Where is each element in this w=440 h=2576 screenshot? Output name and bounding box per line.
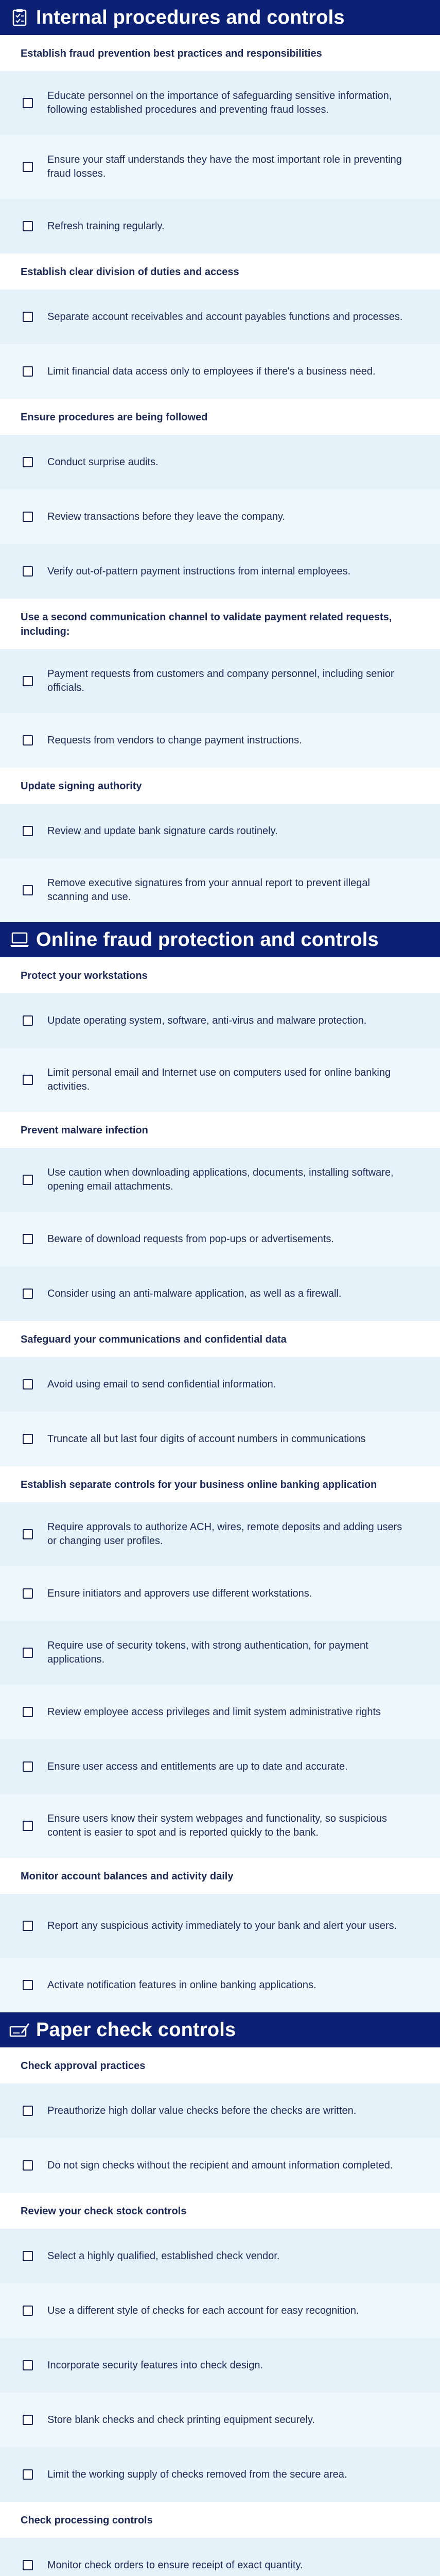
checklist <box>0 2538 440 2576</box>
checklist-item-text: Remove executive signatures from your annual report to prevent illegal scanning and use. <box>47 877 370 903</box>
checklist-item-text: Conduct surprise audits. <box>47 456 159 468</box>
checklist <box>0 1894 440 2012</box>
checklist-item-text: Do not sign checks without the recipient and amount information completed. <box>47 2159 393 2171</box>
checkbox[interactable] <box>23 1588 33 1599</box>
checklist-group <box>0 2502 440 2576</box>
checklist-item[interactable] <box>0 1357 440 1412</box>
checklist-item-text: Review transactions before they leave the company. <box>47 511 286 522</box>
checklist-group <box>0 1321 440 1466</box>
checklist-item-text: Select a highly qualified, established check vendor. <box>47 2250 280 2262</box>
checklist <box>0 993 440 1112</box>
checkbox[interactable] <box>23 2306 33 2316</box>
checklist-item[interactable] <box>0 1894 440 1958</box>
checkbox[interactable] <box>23 1821 33 1831</box>
group-title: Safeguard your communications and confidential data <box>0 1321 440 1357</box>
checklist-item[interactable] <box>0 2138 440 2193</box>
checklist-item-text: Preauthorize high dollar value checks before the checks are written. <box>47 2105 357 2116</box>
checklist-item-text: Ensure your staff understands they have the most important role in preventing fraud losses. <box>47 154 402 179</box>
checkbox[interactable] <box>23 2360 33 2370</box>
checkbox[interactable] <box>23 1015 33 1026</box>
checklist-item-text: Refresh training regularly. <box>47 220 165 232</box>
checklist-item[interactable] <box>0 1048 440 1112</box>
checklist-item-text: Use caution when downloading applications, documents, installing software, opening email attachments. <box>47 1167 394 1192</box>
checklist-item[interactable] <box>0 2229 440 2283</box>
checkbox[interactable] <box>23 366 33 377</box>
checkbox[interactable] <box>23 885 33 895</box>
checklist <box>0 649 440 768</box>
checklist-item[interactable] <box>0 2283 440 2338</box>
checklist-item-text: Limit the working supply of checks removed from the secure area. <box>47 2468 347 2480</box>
checkbox[interactable] <box>23 512 33 522</box>
checklist-item-text: Requests from vendors to change payment instructions. <box>47 734 302 746</box>
group-title: Establish separate controls for your business online banking application <box>0 1466 440 1502</box>
group-title: Monitor account balances and activity daily <box>0 1858 440 1894</box>
checklist-item[interactable] <box>0 544 440 599</box>
checklist-item[interactable] <box>0 1412 440 1466</box>
checklist-item[interactable] <box>0 435 440 489</box>
checklist-item[interactable] <box>0 2083 440 2138</box>
checklist-item-text: Ensure initiators and approvers use different workstations. <box>47 1587 312 1599</box>
checklist-item-text: Require use of security tokens, with strong authentication, for payment applications. <box>47 1640 368 1665</box>
checklist <box>0 1502 440 1858</box>
checklist-group <box>0 599 440 768</box>
checklist <box>0 435 440 599</box>
checkbox[interactable] <box>23 1175 33 1185</box>
checkbox[interactable] <box>23 1707 33 1717</box>
checklist-icon <box>9 7 30 28</box>
checklist-item-text: Beware of download requests from pop-ups or advertisements. <box>47 1233 334 1245</box>
checkbox[interactable] <box>23 312 33 322</box>
checklist-item[interactable] <box>0 2338 440 2393</box>
group-title: Ensure procedures are being followed <box>0 399 440 435</box>
checklist-item-text: Require approvals to authorize ACH, wires, remote deposits and adding users or changing user profiles. <box>47 1521 402 1547</box>
checkbox[interactable] <box>23 1921 33 1931</box>
checklist <box>0 2083 440 2193</box>
checklist-item[interactable] <box>0 290 440 344</box>
checklist-group <box>0 1858 440 2012</box>
checkbox[interactable] <box>23 98 33 108</box>
checklist-item-text: Consider using an anti-malware application, as well as a firewall. <box>47 1287 342 1299</box>
checklist-item[interactable] <box>0 71 440 135</box>
checklist-item-text: Educate personnel on the importance of safeguarding sensitive information, following established procedures and preventing fraud losses. <box>47 90 392 115</box>
checklist-item-text: Incorporate security features into check design. <box>47 2359 263 2371</box>
checklist-item-text: Review and update bank signature cards routinely. <box>47 825 278 837</box>
section-header <box>0 0 440 35</box>
checkbox[interactable] <box>23 2415 33 2425</box>
checklist-item-text: Limit financial data access only to employees if there's a business need. <box>47 365 376 377</box>
checklist-item[interactable] <box>0 858 440 922</box>
checklist-group <box>0 1112 440 1321</box>
checklist-item[interactable] <box>0 1739 440 1794</box>
section-3 <box>0 2012 440 2576</box>
group-title: Update signing authority <box>0 768 440 804</box>
section-2 <box>0 922 440 2012</box>
checklist-item-text: Review employee access privileges and limit system administrative rights <box>47 1706 381 1718</box>
checkbox[interactable] <box>23 566 33 577</box>
checklist-item[interactable] <box>0 1958 440 2012</box>
checklist-item[interactable] <box>0 1212 440 1266</box>
checkbox[interactable] <box>23 221 33 231</box>
checkbox[interactable] <box>23 1289 33 1299</box>
checkbox[interactable] <box>23 162 33 172</box>
checklist-item[interactable] <box>0 199 440 253</box>
checklist-item-text: Report any suspicious activity immediately to your bank and alert your users. <box>47 1920 397 1931</box>
checklist-item[interactable] <box>0 2538 440 2576</box>
checklist-item[interactable] <box>0 804 440 858</box>
section-title: Online fraud protection and controls <box>36 928 379 951</box>
checklist-group <box>0 2047 440 2193</box>
checklist-group <box>0 1466 440 1858</box>
checklist <box>0 1148 440 1321</box>
checkbox[interactable] <box>23 1648 33 1658</box>
checkbox[interactable] <box>23 735 33 745</box>
checklist-item-text: Truncate all but last four digits of account numbers in communications <box>47 1433 366 1445</box>
checkbox[interactable] <box>23 826 33 836</box>
checkbox[interactable] <box>23 676 33 686</box>
group-title: Prevent malware infection <box>0 1112 440 1148</box>
checklist-group <box>0 957 440 1112</box>
group-title: Use a second communication channel to validate payment related requests, including: <box>0 599 440 649</box>
checklist <box>0 290 440 399</box>
checklist-item-text: Ensure user access and entitlements are up to date and accurate. <box>47 1760 348 1772</box>
checkbox[interactable] <box>23 1434 33 1444</box>
checklist-group <box>0 253 440 399</box>
checklist-item[interactable] <box>0 713 440 768</box>
checkbox[interactable] <box>23 2251 33 2261</box>
checklist-item[interactable] <box>0 344 440 399</box>
checklist-item-text: Limit personal email and Internet use on computers used for online banking activities. <box>47 1067 391 1092</box>
checklist-group <box>0 399 440 599</box>
checklist-item[interactable] <box>0 2393 440 2447</box>
checklist <box>0 804 440 922</box>
checkbox[interactable] <box>23 1761 33 1772</box>
checkbox[interactable] <box>23 2560 33 2570</box>
checklist <box>0 71 440 253</box>
checkbox[interactable] <box>23 1980 33 1990</box>
checklist <box>0 1357 440 1466</box>
checklist-item[interactable] <box>0 649 440 713</box>
checklist-item[interactable] <box>0 993 440 1048</box>
checklist-item-text: Ensure users know their system webpages and functionality, so suspicious content is easier to spot and is reported quickly to the bank. <box>47 1813 387 1838</box>
checklist-item[interactable] <box>0 2447 440 2502</box>
group-title: Protect your workstations <box>0 957 440 993</box>
checklist-item[interactable] <box>0 1566 440 1621</box>
checklist-item[interactable] <box>0 1685 440 1739</box>
checkbox[interactable] <box>23 1529 33 1539</box>
section-header <box>0 922 440 957</box>
checkbox[interactable] <box>23 2160 33 2171</box>
checklist-item[interactable] <box>0 135 440 199</box>
checklist-item-text: Monitor check orders to ensure receipt of exact quantity. <box>47 2559 303 2571</box>
checkbox[interactable] <box>23 2106 33 2116</box>
checklist-item[interactable] <box>0 1794 440 1858</box>
laptop-icon <box>9 929 30 950</box>
checklist-item-text: Separate account receivables and account payables functions and processes. <box>47 311 403 323</box>
checklist-item[interactable] <box>0 1148 440 1212</box>
checklist-item-text: Payment requests from customers and company personnel, including senior officials. <box>47 668 394 693</box>
checklist-item-text: Store blank checks and check printing equipment securely. <box>47 2414 315 2426</box>
group-title: Check approval practices <box>0 2047 440 2083</box>
checklist-item[interactable] <box>0 1502 440 1566</box>
checkbox[interactable] <box>23 1379 33 1389</box>
group-title: Establish fraud prevention best practices and responsibilities <box>0 35 440 71</box>
checkbox[interactable] <box>23 1234 33 1244</box>
section-title: Internal procedures and controls <box>36 6 345 28</box>
checkbox[interactable] <box>23 457 33 467</box>
checklist-item[interactable] <box>0 489 440 544</box>
checklist <box>0 2229 440 2502</box>
group-title: Establish clear division of duties and access <box>0 253 440 290</box>
checklist-item[interactable] <box>0 1266 440 1321</box>
checklist-group <box>0 2193 440 2502</box>
checklist-item[interactable] <box>0 1621 440 1685</box>
checklist-item-text: Use a different style of checks for each account for easy recognition. <box>47 2304 359 2316</box>
group-title: Check processing controls <box>0 2502 440 2538</box>
checklist-item-text: Activate notification features in online banking applications. <box>47 1979 316 1991</box>
checklist-group <box>0 35 440 253</box>
section-title: Paper check controls <box>36 2019 236 2041</box>
checkbox[interactable] <box>23 2469 33 2480</box>
group-title: Review your check stock controls <box>0 2193 440 2229</box>
checklist-item-text: Avoid using email to send confidential information. <box>47 1378 276 1390</box>
checklist-item-text: Verify out-of-pattern payment instructions from internal employees. <box>47 565 351 577</box>
checklist-item-text: Update operating system, software, anti-virus and malware protection. <box>47 1014 367 1026</box>
section-header <box>0 2012 440 2047</box>
checkbox[interactable] <box>23 1075 33 1085</box>
check-pen-icon <box>9 2020 30 2040</box>
checklist-group <box>0 768 440 922</box>
section-1 <box>0 0 440 922</box>
